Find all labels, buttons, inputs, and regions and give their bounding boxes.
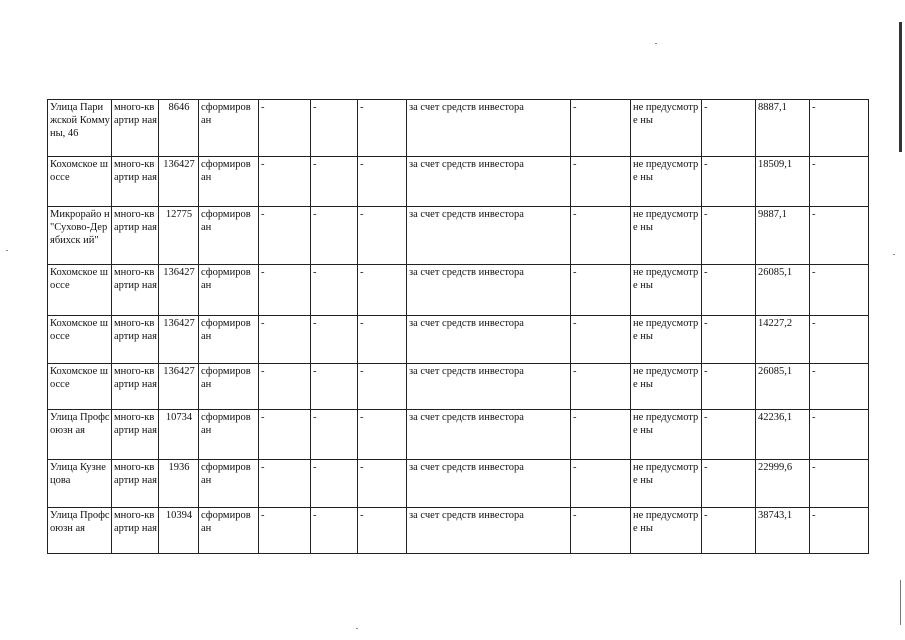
dash-cell: - [259, 100, 311, 157]
area-number-cell: 10394 [159, 508, 199, 554]
scan-speck [6, 250, 8, 251]
provision-cell: не предусмотре ны [631, 364, 702, 410]
table-row [48, 100, 869, 157]
dash-cell: - [259, 265, 311, 316]
total-area-cell: 9887,1 [756, 207, 810, 265]
dash-cell: - [571, 265, 631, 316]
status-cell: сформиров ан [199, 460, 259, 508]
dash-cell: - [702, 265, 756, 316]
dash-cell: - [571, 316, 631, 364]
building-type-cell: много-квартир ная [112, 207, 159, 265]
table-row [48, 508, 869, 554]
dash-cell: - [259, 508, 311, 554]
provision-cell: не предусмотре ны [631, 508, 702, 554]
dash-cell: - [358, 460, 407, 508]
scan-speck [893, 254, 895, 255]
table-row [48, 265, 869, 316]
dash-cell: - [571, 207, 631, 265]
building-type-cell: много-квартир ная [112, 364, 159, 410]
dash-cell: - [358, 265, 407, 316]
dash-cell: - [311, 207, 358, 265]
dash-cell: - [259, 157, 311, 207]
status-cell: сформиров ан [199, 157, 259, 207]
status-cell: сформиров ан [199, 207, 259, 265]
address-cell: Микрорайо н "Сухово-Дерябихск ий" [48, 207, 112, 265]
dash-cell: - [702, 508, 756, 554]
dash-cell: - [358, 316, 407, 364]
dash-cell: - [358, 157, 407, 207]
funding-source-cell: за счет средств инвестора [407, 364, 571, 410]
dash-cell: - [358, 100, 407, 157]
area-number-cell: 136427 [159, 265, 199, 316]
provision-cell: не предусмотре ны [631, 410, 702, 460]
table-row [48, 207, 869, 265]
table-row [48, 157, 869, 207]
dash-cell: - [311, 410, 358, 460]
dash-cell: - [810, 410, 869, 460]
dash-cell: - [571, 364, 631, 410]
area-number-cell: 10734 [159, 410, 199, 460]
dash-cell: - [571, 410, 631, 460]
address-cell: Кохомское шоссе [48, 316, 112, 364]
dash-cell: - [810, 100, 869, 157]
dash-cell: - [259, 460, 311, 508]
building-type-cell: много-квартир ная [112, 460, 159, 508]
status-cell: сформиров ан [199, 508, 259, 554]
dash-cell: - [311, 364, 358, 410]
dash-cell: - [810, 265, 869, 316]
total-area-cell: 22999,6 [756, 460, 810, 508]
status-cell: сформиров ан [199, 100, 259, 157]
funding-source-cell: за счет средств инвестора [407, 265, 571, 316]
dash-cell: - [311, 316, 358, 364]
total-area-cell: 38743,1 [756, 508, 810, 554]
address-cell: Кохомское шоссе [48, 364, 112, 410]
address-cell: Улица Профсоюзн ая [48, 508, 112, 554]
dash-cell: - [311, 157, 358, 207]
dash-cell: - [571, 157, 631, 207]
provision-cell: не предусмотре ны [631, 316, 702, 364]
dash-cell: - [358, 364, 407, 410]
dash-cell: - [259, 364, 311, 410]
dash-cell: - [810, 316, 869, 364]
area-number-cell: 1936 [159, 460, 199, 508]
building-type-cell: много-квартир ная [112, 265, 159, 316]
dash-cell: - [810, 460, 869, 508]
dash-cell: - [358, 207, 407, 265]
dash-cell: - [259, 410, 311, 460]
building-type-cell: много-квартир ная [112, 410, 159, 460]
dash-cell: - [810, 207, 869, 265]
provision-cell: не предусмотре ны [631, 157, 702, 207]
dash-cell: - [702, 460, 756, 508]
total-area-cell: 14227,2 [756, 316, 810, 364]
dash-cell: - [810, 364, 869, 410]
total-area-cell: 8887,1 [756, 100, 810, 157]
funding-source-cell: за счет средств инвестора [407, 207, 571, 265]
funding-source-cell: за счет средств инвестора [407, 157, 571, 207]
housing-register-table [47, 99, 869, 554]
dash-cell: - [571, 508, 631, 554]
area-number-cell: 12775 [159, 207, 199, 265]
funding-source-cell: за счет средств инвестора [407, 460, 571, 508]
provision-cell: не предусмотре ны [631, 207, 702, 265]
status-cell: сформиров ан [199, 364, 259, 410]
address-cell: Улица Кузнецова [48, 460, 112, 508]
total-area-cell: 18509,1 [756, 157, 810, 207]
dash-cell: - [810, 157, 869, 207]
status-cell: сформиров ан [199, 410, 259, 460]
provision-cell: не предусмотре ны [631, 265, 702, 316]
dash-cell: - [571, 100, 631, 157]
dash-cell: - [311, 508, 358, 554]
table-row [48, 316, 869, 364]
building-type-cell: много-квартир ная [112, 316, 159, 364]
funding-source-cell: за счет средств инвестора [407, 410, 571, 460]
building-type-cell: много-квартир ная [112, 100, 159, 157]
address-cell: Кохомское шоссе [48, 265, 112, 316]
dash-cell: - [358, 508, 407, 554]
dash-cell: - [702, 316, 756, 364]
address-cell: Кохомское шоссе [48, 157, 112, 207]
dash-cell: - [702, 364, 756, 410]
scan-speck [356, 628, 358, 629]
scan-edge-line-top-right [899, 22, 902, 152]
area-number-cell: 136427 [159, 157, 199, 207]
total-area-cell: 42236,1 [756, 410, 810, 460]
dash-cell: - [571, 460, 631, 508]
building-type-cell: много-квартир ная [112, 508, 159, 554]
dash-cell: - [702, 100, 756, 157]
building-type-cell: много-квартир ная [112, 157, 159, 207]
table-body [48, 100, 869, 554]
table-row [48, 410, 869, 460]
area-number-cell: 136427 [159, 364, 199, 410]
dash-cell: - [702, 410, 756, 460]
area-number-cell: 8646 [159, 100, 199, 157]
dash-cell: - [810, 508, 869, 554]
funding-source-cell: за счет средств инвестора [407, 508, 571, 554]
dash-cell: - [311, 265, 358, 316]
scan-edge-line-bottom-right [900, 580, 901, 625]
dash-cell: - [259, 207, 311, 265]
address-cell: Улица Профсоюзн ая [48, 410, 112, 460]
provision-cell: не предусмотре ны [631, 100, 702, 157]
dash-cell: - [358, 410, 407, 460]
scan-speck [655, 43, 657, 44]
dash-cell: - [702, 157, 756, 207]
funding-source-cell: за счет средств инвестора [407, 316, 571, 364]
address-cell: Улица Парижской Коммуны, 46 [48, 100, 112, 157]
area-number-cell: 136427 [159, 316, 199, 364]
table-row [48, 364, 869, 410]
status-cell: сформиров ан [199, 265, 259, 316]
total-area-cell: 26085,1 [756, 364, 810, 410]
dash-cell: - [259, 316, 311, 364]
total-area-cell: 26085,1 [756, 265, 810, 316]
dash-cell: - [311, 460, 358, 508]
status-cell: сформиров ан [199, 316, 259, 364]
dash-cell: - [702, 207, 756, 265]
table-row [48, 460, 869, 508]
provision-cell: не предусмотре ны [631, 460, 702, 508]
funding-source-cell: за счет средств инвестора [407, 100, 571, 157]
dash-cell: - [311, 100, 358, 157]
